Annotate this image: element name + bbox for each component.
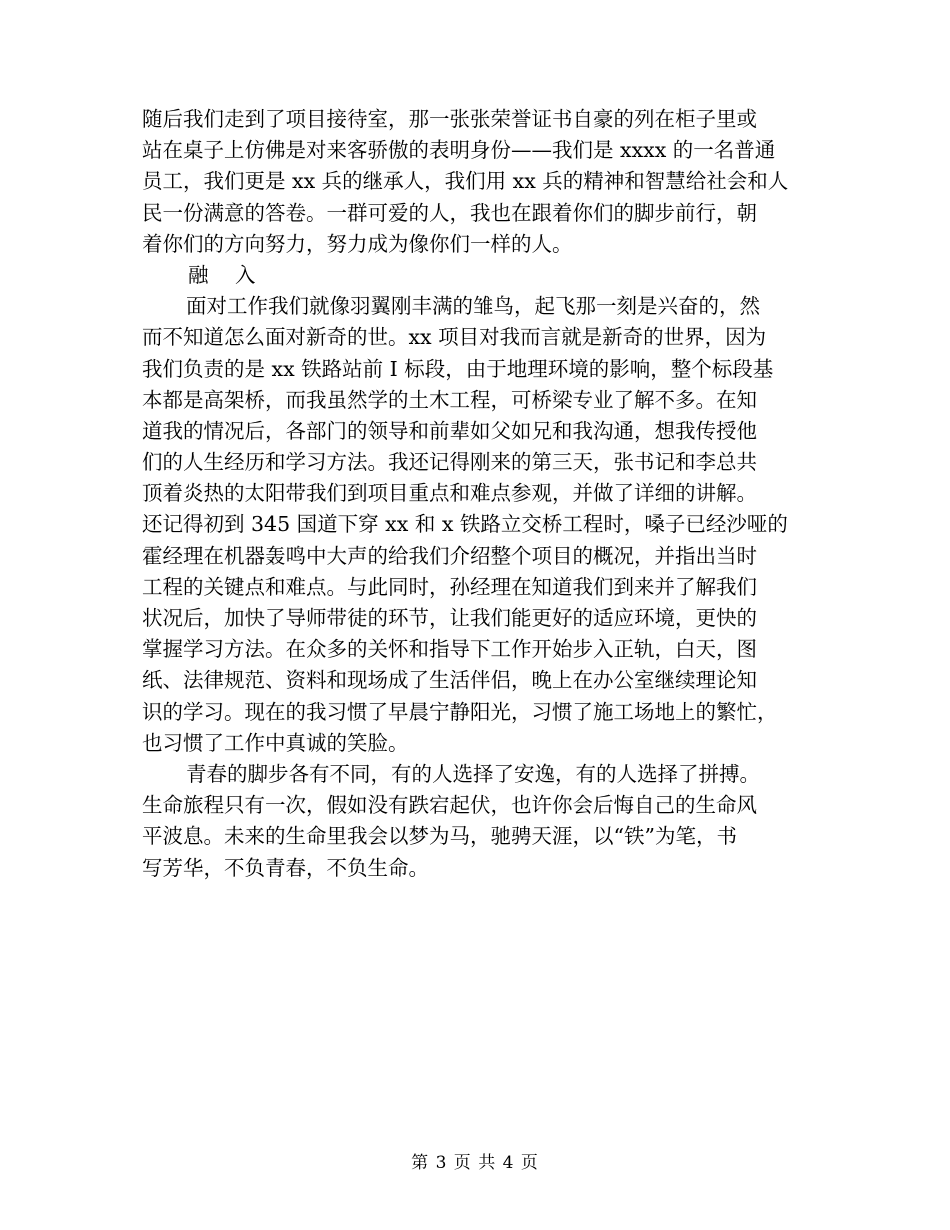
text-line: 平波息。未来的生命里我会以梦为马，驰骋天涯，以“铁”为笔，书 bbox=[142, 824, 737, 849]
text-line: 而不知道怎么面对新奇的世。xx 项目对我而言就是新奇的世界，因为 bbox=[142, 325, 767, 350]
page-number-label: 第 3 页 共 4 页 bbox=[411, 1153, 539, 1173]
text-line: 我们负责的是 xx 铁路站前 I 标段，由于地理环境的影响，整个标段基 bbox=[142, 356, 774, 381]
text-line: 霍经理在机器轰鸣中大声的给我们介绍整个项目的概况，并指出当时 bbox=[142, 543, 757, 568]
text-line: 纸、法律规范、资料和现场成了生活伴侣，晚上在办公室继续理论知 bbox=[142, 668, 757, 693]
text-line: 识的学习。现在的我习惯了早晨宁静阳光，习惯了施工场地上的繁忙， bbox=[142, 699, 778, 724]
paragraph-reception-room bbox=[142, 104, 810, 260]
text-line: 员工，我们更是 xx 兵的继承人，我们用 xx 兵的精神和智慧给社会和人 bbox=[142, 169, 789, 194]
text-line: 道我的情况后，各部门的领导和前辈如父如兄和我沟通，想我传授他 bbox=[142, 418, 757, 443]
text-line: 着你们的方向努力，努力成为像你们一样的人。 bbox=[142, 231, 573, 256]
text-line: 顶着炎热的太阳带我们到项目重点和难点参观，并做了详细的讲解。 bbox=[142, 481, 757, 506]
document-body bbox=[142, 104, 810, 884]
text-line: 民一份满意的答卷。一群可爱的人，我也在跟着你们的脚步前行，朝 bbox=[142, 200, 757, 225]
text-line: 随后我们走到了项目接待室，那一张张荣誉证书自豪的列在柜子里或 bbox=[142, 107, 757, 131]
section-heading-integration bbox=[142, 260, 810, 291]
text-line: 本都是高架桥，而我虽然学的土木工程，可桥梁专业了解不多。在知 bbox=[142, 387, 757, 412]
paragraph-youth bbox=[142, 759, 810, 884]
text-line: 们的人生经历和学习方法。我还记得刚来的第三天，张书记和李总共 bbox=[142, 450, 757, 475]
section-heading: 融 入 bbox=[188, 262, 266, 287]
text-line: 写芳华，不负青春，不负生命。 bbox=[142, 855, 429, 880]
text-line: 状况后，加快了导师带徒的环节，让我们能更好的适应环境，更快的 bbox=[142, 606, 757, 630]
text-line: 站在桌子上仿佛是对来客骄傲的表明身份——我们是 xxxx 的一名普通 bbox=[142, 138, 776, 163]
text-line: 还记得初到 345 国道下穿 xx 和 x 铁路立交桥工程时，嗓子已经沙哑的 bbox=[142, 512, 788, 537]
text-line: 掌握学习方法。在众多的关怀和指导下工作开始步入正轨，白天，图 bbox=[142, 637, 757, 662]
paragraph-facing-work bbox=[142, 291, 810, 759]
text-line: 面对工作我们就像羽翼刚丰满的雏鸟，起飞那一刻是兴奋的，然 bbox=[186, 294, 760, 319]
page-footer bbox=[0, 1152, 950, 1174]
text-line: 生命旅程只有一次，假如没有跌宕起伏，也许你会后悔自己的生命风 bbox=[142, 793, 757, 818]
text-line: 也习惯了工作中真诚的笑脸。 bbox=[142, 730, 409, 755]
text-line: 青春的脚步各有不同，有的人选择了安逸，有的人选择了拼搏。 bbox=[186, 761, 760, 786]
text-line: 工程的关键点和难点。与此同时，孙经理在知道我们到来并了解我们 bbox=[142, 574, 757, 599]
